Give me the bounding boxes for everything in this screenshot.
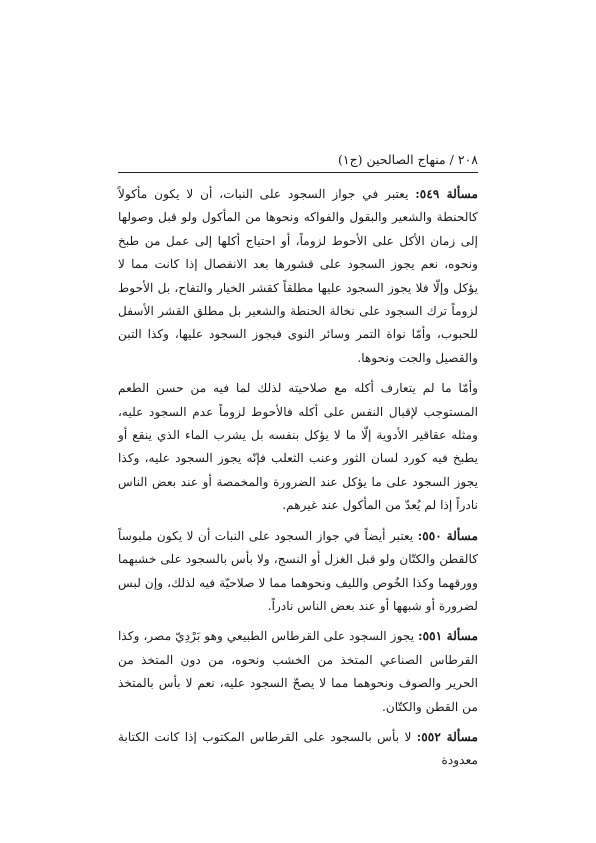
issue-label: مسألة ٥٥٠: bbox=[417, 528, 478, 543]
paragraph-text: يعتبر في جواز السجود على النبات، أن لا يكون مأكولاً كالحنطة والشعير والبقول والفواكه ونحوها من المأكول ولو قبل وصولها إلى زمان الأكل على الأحوط لزوماً، أو احتياج أكلها إلى عمل من طبخ ونحوه، نعم يجوز السجود على قشورها بعد الانفصال إذا كانت مما لا يؤكل وإلّا فلا يجوز السجود عليها مطلقاً كقشر الخيار والتفاح، بل الأحوط لزوماً ترك السجود على نخالة الحنطة والشعير بل مطلق القشر الأسفل للحبوب، وأمّا نواة التمر وسائر النوى فيجوز السجود عليها، وكذا التبن والقصيل والجت ونحوها. bbox=[118, 187, 478, 365]
paragraph-issue-550 bbox=[118, 525, 478, 619]
issue-label: مسألة ٥٥١: bbox=[418, 629, 478, 644]
paragraph-text: لا بأس بالسجود على القرطاس المكتوب إذا كانت الكتابة معدودة bbox=[118, 729, 478, 768]
issue-label: مسألة ٥٤٩: bbox=[415, 187, 478, 201]
page-body bbox=[118, 183, 478, 780]
paragraph-text: يجوز السجود على القرطاس الطبيعي وهو بَرْدِيّ مصر، وكذا القرطاس الصناعي المتخذ من الخشب ونحوه، من دون المتخذ من الحرير والصوف ونحوهما مما لا يصحّ السجود عليه، نعم لا بأس بالمتخذ من القطن والكتّان. bbox=[118, 629, 478, 714]
header-divider bbox=[118, 172, 478, 173]
paragraph-issue-549 bbox=[118, 183, 478, 370]
paragraph-text: يعتبر أيضاً في جواز السجود على النبات أن لا يكون ملبوساً كالقطن والكتّان ولو قبل الغزل أو النسج، ولا بأس بالسجود على خشبهما وورقهما وكذا الخُوص والليف ونحوهما مما لا صلاحيّة فيه لذلك، وإن لبس لضرورة أو شبهها أو عند بعض الناس نادراً. bbox=[118, 528, 478, 613]
paragraph-issue-552 bbox=[118, 726, 478, 773]
paragraph-continuation bbox=[118, 377, 478, 517]
running-header: ٢٠٨ / منهاج الصالحين (ج١) bbox=[337, 152, 478, 167]
paragraph-text: وأمّا ما لم يتعارف أكله مع صلاحيته لذلك لما فيه من حسن الطعم المستوجب لإقبال النفس على أكله فالأحوط لزوماً عدم السجود عليه، ومثله عقاقير الأدوية إلّا ما لا يؤكل بنفسه بل يشرب الماء الذي ينقع أو يطبخ فيه كورد لسان الثور وعنب الثعلب فإنّه يجوز السجود عليه، وكذا يجوز السجود على ما يؤكل عند الضرورة والمخمصة أو عند بعض الناس نادراً إذا لم يُعدّ من المأكول عند غيرهم. bbox=[118, 381, 478, 513]
issue-label: مسألة ٥٥٢: bbox=[416, 729, 478, 744]
paragraph-issue-551 bbox=[118, 625, 478, 719]
